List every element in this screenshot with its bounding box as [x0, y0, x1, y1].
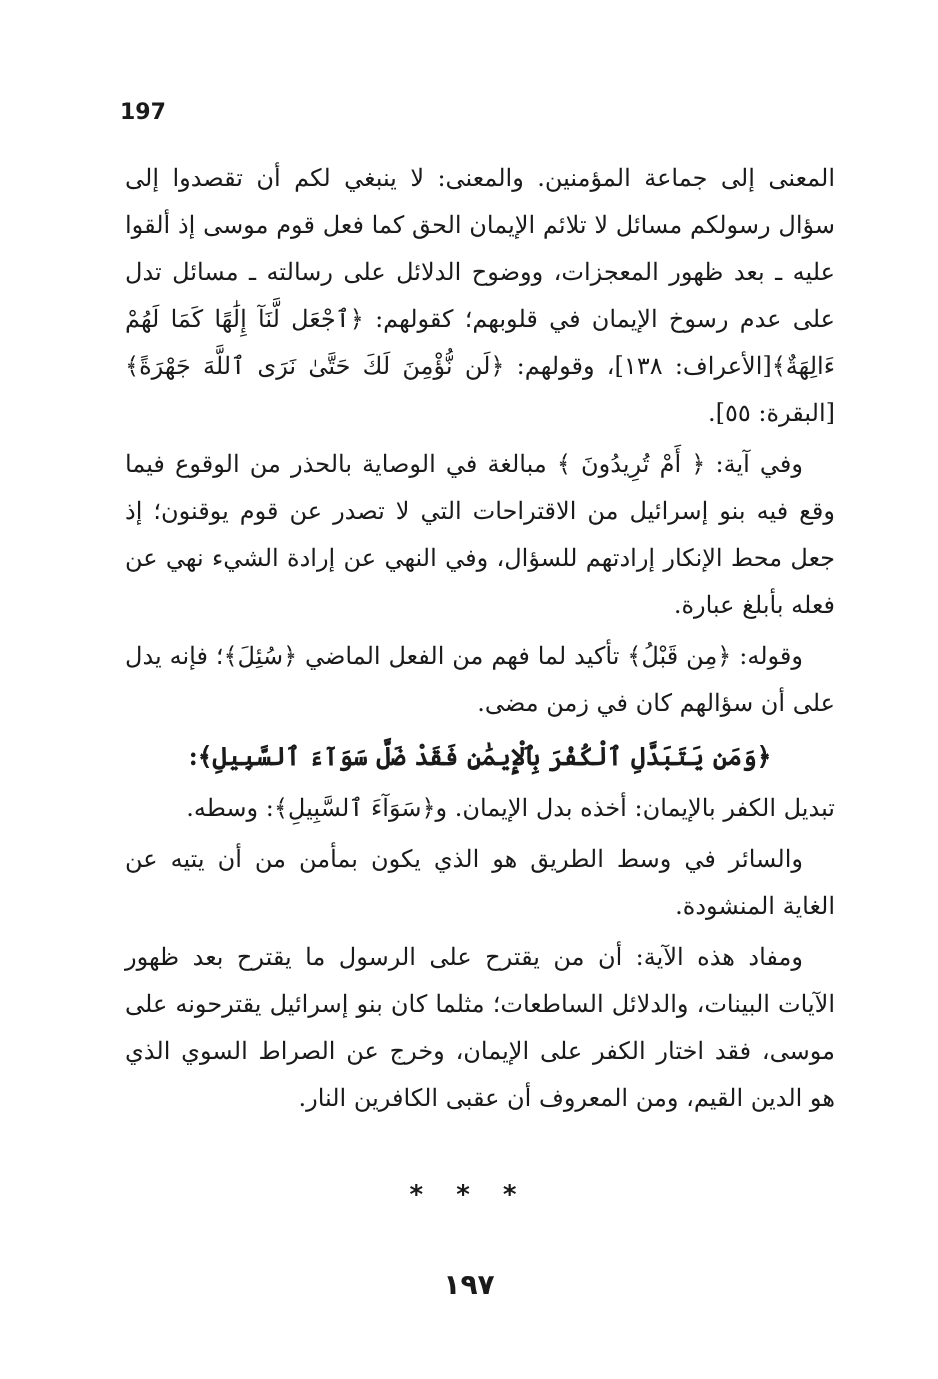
paragraph-6: ومفاد هذه الآية: أن من يقترح على الرسول ما يقترح بعد ظهور الآيات البينات، والدلائل الساطعات؛ مثلما كان بنو إسرائيل يقترحونه على موسى، فقد اختار الكفر على الإيمان، وخرج عن الصراط السوي الذي هو الدين القيم، ومن المعروف أن عقبى الكافرين النار. [125, 943, 835, 1112]
paragraph-3: وقوله: ﴿مِن قَبْلُ﴾ تأكيد لما فهم من الفعل الماضي ﴿سُئِلَ﴾؛ فإنه يدل على أن سؤالهم كان في زمن مضى. [125, 642, 835, 717]
paragraph-4: تبديل الكفر بالإيمان: أخذه بدل الإيمان. و﴿سَوَآءَ ٱلسَّبِيلِ﴾: وسطه. [186, 794, 835, 822]
page-number-bottom: ١٩٧ [443, 1268, 495, 1301]
paragraph-2: وفي آية: ﴿ أَمْ تُرِيدُونَ ﴾ مبالغة في الوصاية بالحذر من الوقوع فيما وقع فيه بنو إسرائيل من الاقتراحات التي لا تصدر عن قوم يوقنون؛ إذ جعل محط الإنكار إرادتهم للسؤال، وفي النهي عن إرادة الشيء نهي عن فعله بأبلغ عبارة. [125, 450, 835, 619]
section-separator: * * * [409, 1180, 529, 1210]
paragraph-1: المعنى إلى جماعة المؤمنين. والمعنى: لا ينبغي لكم أن تقصدوا إلى سؤال رسولكم مسائل لا تلائم الإيمان الحق كما فعل قوم موسى إذ ألقوا عليه ـ بعد ظهور المعجزات، ووضوح الدلائل على رسالته ـ مسائل تدل على عدم رسوخ الإيمان في قلوبهم؛ كقولهم: ﴿ٱجْعَل لَّنَآ إِلَٰهًا كَمَا لَهُمْ ءَالِهَةٌ﴾[الأعراف: ١٣٨]، وقولهم: ﴿لَن نُّؤْمِنَ لَكَ حَتَّىٰ نَرَى ٱللَّهَ جَهْرَةً﴾[البقرة: ٥٥]. [125, 164, 836, 427]
verse-heading: ﴿وَمَن يَتَبَدَّلِ ٱلْكُفْرَ بِٱلْإِيمَٰنِ فَقَدْ ضَلَّ سَوَآءَ ٱلسَّبِيلِ﴾: [188, 742, 772, 771]
page-number-top: 197 [120, 100, 166, 125]
page-content [125, 155, 835, 1126]
paragraph-5: والسائر في وسط الطريق هو الذي يكون بمأمن من أن يتيه عن الغاية المنشودة. [125, 845, 835, 920]
